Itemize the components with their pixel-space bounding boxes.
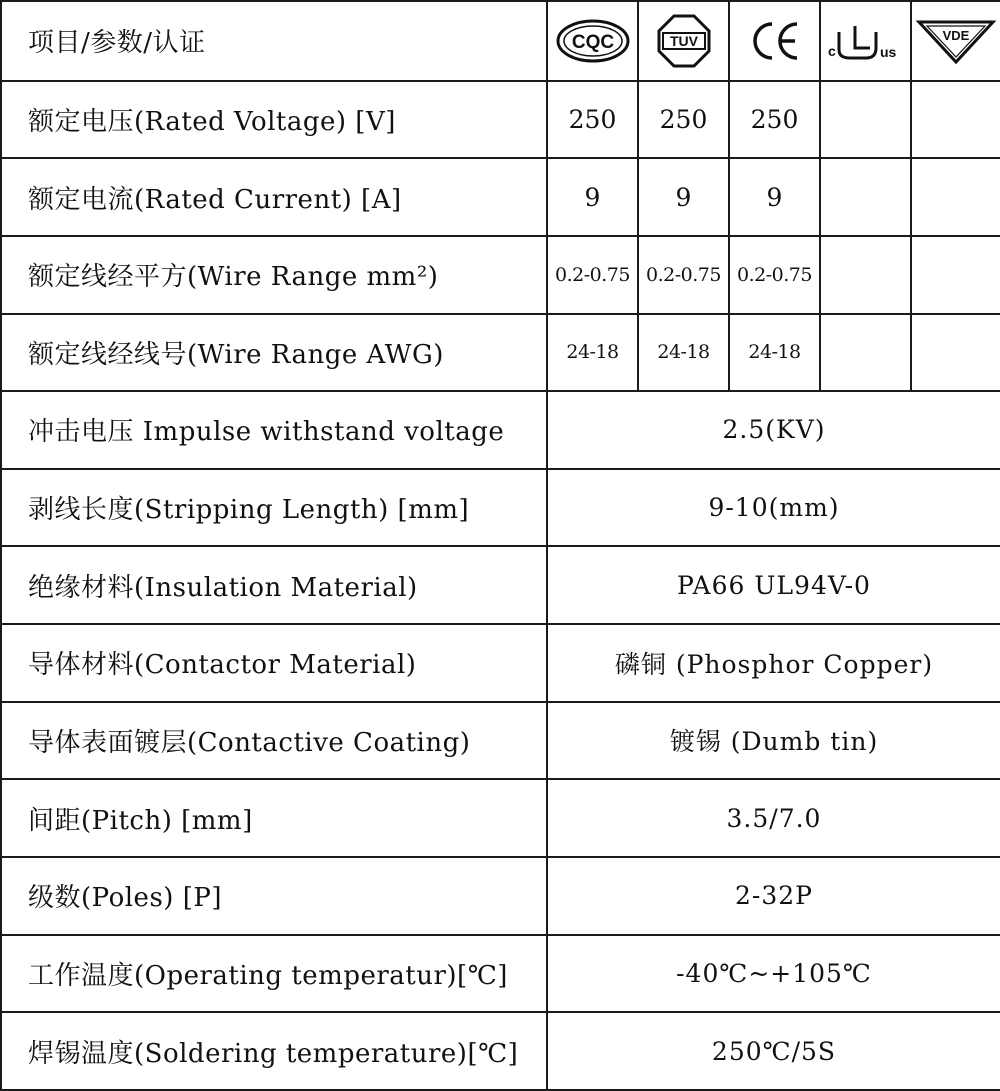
row-value: 9-10(mm) <box>547 469 1000 547</box>
cqc-value: 9 <box>547 158 638 236</box>
ul-value <box>820 236 911 314</box>
table-row-contactor-material <box>1 624 1000 702</box>
row-label: 焊锡温度(Soldering temperature)[℃] <box>1 1012 547 1090</box>
row-value: 250℃/5S <box>547 1012 1000 1090</box>
header-row <box>1 1 1000 81</box>
vde-value <box>911 236 1000 314</box>
table-row-insulation-material <box>1 546 1000 624</box>
cul-us-logo-icon <box>824 18 908 64</box>
tuv-value: 24-18 <box>638 314 729 392</box>
row-value: 2-32P <box>547 857 1000 935</box>
tuv-value: 0.2-0.75 <box>638 236 729 314</box>
row-label: 额定线经平方(Wire Range mm²) <box>1 236 547 314</box>
ul-value <box>820 314 911 392</box>
row-value: PA66 UL94V-0 <box>547 546 1000 624</box>
tuv-value: 250 <box>638 81 729 159</box>
vde-value <box>911 81 1000 159</box>
cqc-logo-cell <box>547 1 638 81</box>
cqc-logo-text: CQC <box>571 31 614 53</box>
row-value: 3.5/7.0 <box>547 779 1000 857</box>
row-label: 导体材料(Contactor Material) <box>1 624 547 702</box>
table-row-wire-range-mm2 <box>1 236 1000 314</box>
header-label: 项目/参数/认证 <box>1 1 547 81</box>
table-row-contact-coating <box>1 702 1000 780</box>
row-label: 额定电压(Rated Voltage) [V] <box>1 81 547 159</box>
row-label: 剥线长度(Stripping Length) [mm] <box>1 469 547 547</box>
vde-logo-text: VDE <box>942 27 970 43</box>
table-row-soldering-temperature <box>1 1012 1000 1090</box>
row-label: 间距(Pitch) [mm] <box>1 779 547 857</box>
vde-logo-icon <box>915 16 997 66</box>
tuv-logo-icon <box>656 13 712 69</box>
table-row-impulse-voltage <box>1 391 1000 469</box>
row-label: 额定电流(Rated Current) [A] <box>1 158 547 236</box>
ce-value: 24-18 <box>729 314 820 392</box>
row-label: 冲击电压 Impulse withstand voltage <box>1 391 547 469</box>
table-row-poles <box>1 857 1000 935</box>
tuv-value: 9 <box>638 158 729 236</box>
row-value: 镀锡 (Dumb tin) <box>547 702 1000 780</box>
cqc-value: 250 <box>547 81 638 159</box>
row-label: 工作温度(Operating temperatur)[℃] <box>1 935 547 1013</box>
svg-text:c: c <box>827 42 836 59</box>
ce-value: 9 <box>729 158 820 236</box>
cqc-logo-icon <box>555 17 631 65</box>
ce-logo-icon <box>747 16 803 66</box>
table-row-rated-voltage <box>1 81 1000 159</box>
table-row-stripping-length <box>1 469 1000 547</box>
row-label: 导体表面镀层(Contactive Coating) <box>1 702 547 780</box>
cqc-value: 24-18 <box>547 314 638 392</box>
cqc-value: 0.2-0.75 <box>547 236 638 314</box>
row-label: 绝缘材料(Insulation Material) <box>1 546 547 624</box>
vde-value <box>911 158 1000 236</box>
table-row-wire-range-awg <box>1 314 1000 392</box>
svg-text:us: us <box>879 43 896 60</box>
ce-value: 0.2-0.75 <box>729 236 820 314</box>
row-value: 2.5(KV) <box>547 391 1000 469</box>
cul-us-logo-cell <box>820 1 911 81</box>
ul-value <box>820 158 911 236</box>
row-value: -40℃~+105℃ <box>547 935 1000 1013</box>
row-label: 额定线经线号(Wire Range AWG) <box>1 314 547 392</box>
vde-logo-cell <box>911 1 1000 81</box>
table-row-pitch <box>1 779 1000 857</box>
vde-value <box>911 314 1000 392</box>
ul-value <box>820 81 911 159</box>
table-row-rated-current <box>1 158 1000 236</box>
ce-value: 250 <box>729 81 820 159</box>
row-label: 级数(Poles) [P] <box>1 857 547 935</box>
tuv-logo-text: TUV <box>669 32 698 49</box>
table-row-operating-temperature <box>1 935 1000 1013</box>
tuv-logo-cell <box>638 1 729 81</box>
row-value: 磷铜 (Phosphor Copper) <box>547 624 1000 702</box>
ce-logo-cell <box>729 1 820 81</box>
